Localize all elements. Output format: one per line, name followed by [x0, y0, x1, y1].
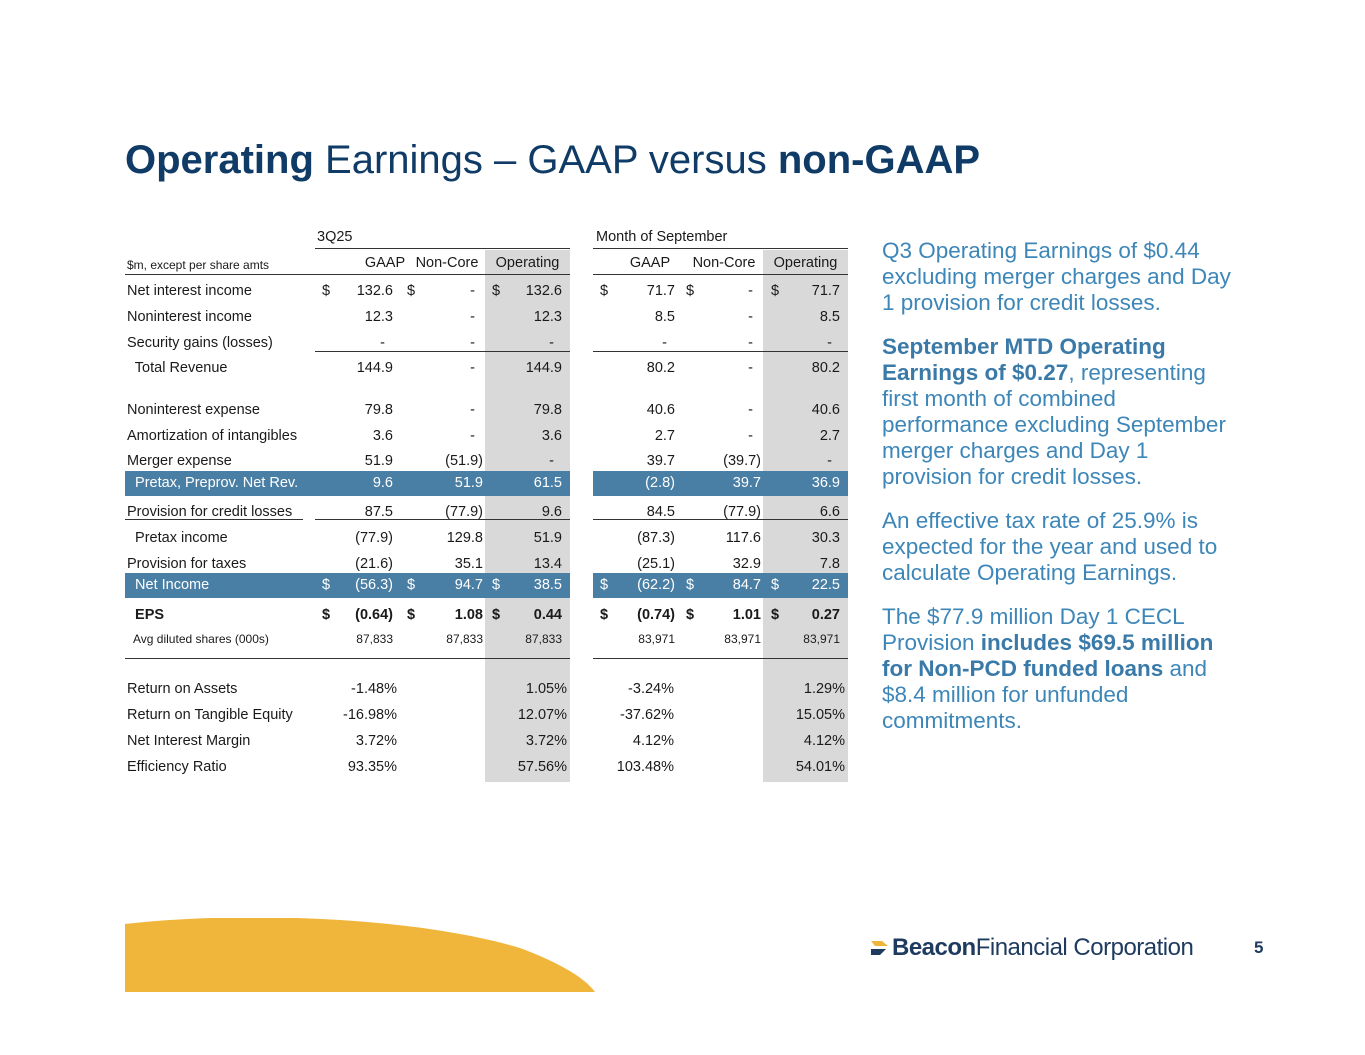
- row-8-value-2: 9.6: [541, 504, 562, 520]
- row-9-value-3: (87.3): [637, 530, 675, 546]
- period-month: Month of September: [596, 229, 728, 245]
- header-top-line-q: [315, 248, 570, 249]
- row-12-dollar-0: $: [322, 607, 331, 623]
- row-0-dollar-2: $: [492, 283, 501, 299]
- row-label-1: Noninterest income: [127, 309, 252, 325]
- row-2-value-5: -: [827, 335, 832, 351]
- row-12-value-1: 1.08: [454, 607, 483, 623]
- commentary-cecl-a: The $77.9 million Day 1 CECL Provision: [882, 604, 1184, 655]
- row-11-value-1: 94.7: [454, 577, 483, 593]
- row-3-value-4: -: [748, 360, 753, 376]
- row-6-value-5: -: [827, 453, 832, 469]
- row-9-value-2: 51.9: [533, 530, 562, 546]
- row-label-2: Security gains (losses): [127, 335, 273, 351]
- row-3-value-2: 144.9: [525, 360, 562, 376]
- row-12-dollar-1: $: [407, 607, 416, 623]
- row-4-value-1: -: [470, 402, 475, 418]
- row-13-value-2: 87,833: [525, 632, 562, 646]
- row-3-value-1: -: [470, 360, 475, 376]
- row-7-value-3: (2.8): [645, 475, 675, 491]
- row-6-value-0: 51.9: [364, 453, 393, 469]
- row-6-value-3: 39.7: [646, 453, 675, 469]
- row-12-value-4: 1.01: [732, 607, 761, 623]
- row-2-value-4: -: [748, 335, 753, 351]
- title-middle: Earnings – GAAP versus: [313, 138, 778, 182]
- col-header-1: Non-Core: [415, 255, 479, 271]
- row-8-value-3: 84.5: [646, 504, 675, 520]
- logo-text-rest: Financial Corporation: [975, 934, 1194, 961]
- row-11-dollar-4: $: [686, 577, 695, 593]
- row-10-value-2: 13.4: [533, 556, 562, 572]
- beacon-logo-icon: [868, 936, 892, 960]
- row-11-value-5: 22.5: [811, 577, 840, 593]
- row-1-value-2: 12.3: [533, 309, 562, 325]
- row-6-value-1: (51.9): [445, 453, 483, 469]
- row-label-6: Merger expense: [127, 453, 232, 469]
- row-2-value-0: -: [380, 335, 385, 351]
- ratio-3-value-3: 54.01%: [795, 759, 845, 775]
- row-13-value-4: 83,971: [724, 632, 761, 646]
- row-0-dollar-0: $: [322, 283, 331, 299]
- row-11-dollar-1: $: [407, 577, 416, 593]
- row-11-value-4: 84.7: [732, 577, 761, 593]
- row-3-value-5: 80.2: [811, 360, 840, 376]
- row-13-value-1: 87,833: [446, 632, 483, 646]
- ratio-3-value-1: 57.56%: [517, 759, 567, 775]
- row-11-dollar-0: $: [322, 577, 331, 593]
- commentary: [882, 238, 1232, 752]
- row-12-dollar-4: $: [686, 607, 695, 623]
- company-logo: [868, 934, 1193, 962]
- row-label-10: Provision for taxes: [127, 556, 247, 572]
- row-2-value-1: -: [470, 335, 475, 351]
- row-2-value-3: -: [662, 335, 667, 351]
- row-3-value-3: 80.2: [646, 360, 675, 376]
- ratio-1-value-0: -16.98%: [342, 707, 397, 723]
- row-8-value-4: (77.9): [723, 504, 761, 520]
- row-4-value-4: -: [748, 402, 753, 418]
- row-6-value-4: (39.7): [723, 453, 761, 469]
- period-quarter: 3Q25: [317, 229, 353, 245]
- ratio-2-value-0: 3.72%: [355, 733, 397, 749]
- col-header-0: GAAP: [364, 255, 406, 271]
- row-9-value-1: 129.8: [446, 530, 483, 546]
- ratio-0-value-1: 1.05%: [525, 681, 567, 697]
- row-8-value-5: 6.6: [819, 504, 840, 520]
- row-12-value-5: 0.27: [811, 607, 840, 623]
- units-label: $m, except per share amts: [127, 258, 270, 272]
- row-0-dollar-3: $: [600, 283, 609, 299]
- header-bottom-line-m: [593, 274, 848, 275]
- row-label-12: EPS: [127, 607, 165, 623]
- row-0-dollar-5: $: [771, 283, 780, 299]
- row-11-dollar-5: $: [771, 577, 780, 593]
- row-1-value-3: 8.5: [654, 309, 675, 325]
- row-4-value-5: 40.6: [811, 402, 840, 418]
- commentary-cecl: [882, 604, 1232, 734]
- commentary-cecl-c: and $8.4 million for unfunded commitments.: [882, 656, 1208, 733]
- row-label-7: Pretax, Preprov. Net Rev.: [127, 475, 299, 491]
- row-11-dollar-2: $: [492, 577, 501, 593]
- row-2-value-2: -: [549, 335, 554, 351]
- row-13-value-0: 87,833: [356, 632, 393, 646]
- ratio-0-value-2: -3.24%: [628, 681, 674, 697]
- col-header-4: Non-Core: [692, 255, 756, 271]
- ratio-sep-line-q: [125, 658, 570, 659]
- commentary-september-bold: September MTD Operating Earnings of $0.27: [882, 334, 1166, 385]
- row-5-value-2: 3.6: [541, 428, 562, 444]
- row-0-value-4: -: [748, 283, 753, 299]
- commentary-tax: An effective tax rate of 25.9% is expected for the year and used to calculate Operating Earnings.: [882, 508, 1218, 585]
- row-5-value-3: 2.7: [654, 428, 675, 444]
- row-10-value-5: 7.8: [819, 556, 840, 572]
- ratio-3-value-0: 93.35%: [347, 759, 397, 775]
- row-13-value-5: 83,971: [803, 632, 840, 646]
- ratio-1-value-2: -37.62%: [619, 707, 674, 723]
- row-label-8: Provision for credit losses: [127, 504, 293, 520]
- row-6-value-2: -: [549, 453, 554, 469]
- ratio-sep-line-m: [593, 658, 848, 659]
- row-7-value-1: 51.9: [454, 475, 483, 491]
- row-11-value-2: 38.5: [533, 577, 562, 593]
- logo-text-bold: Beacon: [892, 934, 976, 961]
- row-3-value-0: 144.9: [356, 360, 393, 376]
- col-header-3: GAAP: [629, 255, 671, 271]
- row-12-value-3: (0.74): [637, 607, 675, 623]
- row-7-value-5: 36.9: [811, 475, 840, 491]
- row-1-value-1: -: [470, 309, 475, 325]
- row-0-dollar-1: $: [407, 283, 416, 299]
- row-5-value-5: 2.7: [819, 428, 840, 444]
- row-1-value-5: 8.5: [819, 309, 840, 325]
- row-0-value-2: 132.6: [525, 283, 562, 299]
- row-5-value-0: 3.6: [372, 428, 393, 444]
- col-header-2: Operating: [495, 255, 560, 271]
- commentary-q3: Q3 Operating Earnings of $0.44 excluding merger charges and Day 1 provision for credit losses.: [882, 238, 1231, 315]
- row-4-value-3: 40.6: [646, 402, 675, 418]
- row-1-value-0: 12.3: [364, 309, 393, 325]
- row-13-value-3: 83,971: [638, 632, 675, 646]
- row-0-value-1: -: [470, 283, 475, 299]
- earnings-table: [125, 0, 850, 800]
- row-label-0: Net interest income: [127, 283, 252, 299]
- commentary-cecl-bold: includes $69.5 million for Non-PCD funded loans: [882, 630, 1214, 681]
- row-9-value-5: 30.3: [811, 530, 840, 546]
- row-12-value-2: 0.44: [533, 607, 562, 623]
- ratio-label-3: Efficiency Ratio: [127, 759, 227, 775]
- row-11-value-0: (56.3): [355, 577, 393, 593]
- row-9-value-4: 117.6: [725, 530, 761, 546]
- page-number: 5: [1254, 938, 1264, 957]
- row-11-value-3: (62.2): [637, 577, 675, 593]
- col-header-5: Operating: [773, 255, 838, 271]
- row-label-11: Net Income: [127, 577, 210, 593]
- row-7-value-2: 61.5: [533, 475, 562, 491]
- row-0-value-3: 71.7: [646, 283, 675, 299]
- row-10-value-1: 35.1: [454, 556, 483, 572]
- ratio-label-2: Net Interest Margin: [127, 733, 251, 749]
- row-label-5: Amortization of intangibles: [127, 428, 298, 444]
- ratio-2-value-1: 3.72%: [525, 733, 567, 749]
- row-12-dollar-3: $: [600, 607, 609, 623]
- ratio-2-value-2: 4.12%: [632, 733, 674, 749]
- row-label-4: Noninterest expense: [127, 402, 260, 418]
- row-0-dollar-4: $: [686, 283, 695, 299]
- row-12-dollar-5: $: [771, 607, 780, 623]
- ratio-1-value-3: 15.05%: [795, 707, 845, 723]
- row-4-value-0: 79.8: [364, 402, 393, 418]
- row-8-value-1: (77.9): [445, 504, 483, 520]
- ratio-2-value-3: 4.12%: [803, 733, 845, 749]
- commentary-september: [882, 334, 1232, 490]
- title-bold-nongaap: non-GAAP: [777, 138, 981, 182]
- ratio-3-value-2: 103.48%: [616, 759, 674, 775]
- ratio-0-value-0: -1.48%: [351, 681, 397, 697]
- ratio-1-value-1: 12.07%: [517, 707, 567, 723]
- ratio-label-1: Return on Tangible Equity: [127, 707, 293, 723]
- commentary-september-rest: , representing first month of combined performance excluding September merger charges and Day 1 provision for credit losses.: [882, 360, 1226, 489]
- row-1-value-4: -: [748, 309, 753, 325]
- row-10-value-3: (25.1): [637, 556, 675, 572]
- row-7-value-4: 39.7: [732, 475, 761, 491]
- row-12-value-0: (0.64): [355, 607, 393, 623]
- row-0-value-5: 71.7: [811, 283, 840, 299]
- row-label-3: Total Revenue: [127, 360, 228, 376]
- title-bold-operating: Operating: [125, 138, 314, 182]
- ratio-label-0: Return on Assets: [127, 681, 238, 697]
- ratio-0-value-3: 1.29%: [803, 681, 845, 697]
- row-0-value-0: 132.6: [356, 283, 393, 299]
- row-4-value-2: 79.8: [533, 402, 562, 418]
- row-10-value-0: (21.6): [355, 556, 393, 572]
- row-12-dollar-2: $: [492, 607, 501, 623]
- row-8-value-0: 87.5: [364, 504, 393, 520]
- row-label-9: Pretax income: [127, 530, 228, 546]
- row-label-13: Avg diluted shares (000s): [127, 632, 269, 646]
- row-10-value-4: 32.9: [732, 556, 761, 572]
- footer-swoosh: [0, 918, 600, 998]
- row-5-value-4: -: [748, 428, 753, 444]
- row-7-value-0: 9.6: [372, 475, 393, 491]
- header-bottom-line-q: [125, 274, 570, 275]
- row-9-value-0: (77.9): [355, 530, 393, 546]
- row-11-dollar-3: $: [600, 577, 609, 593]
- header-top-line-m: [593, 248, 848, 249]
- row-5-value-1: -: [470, 428, 475, 444]
